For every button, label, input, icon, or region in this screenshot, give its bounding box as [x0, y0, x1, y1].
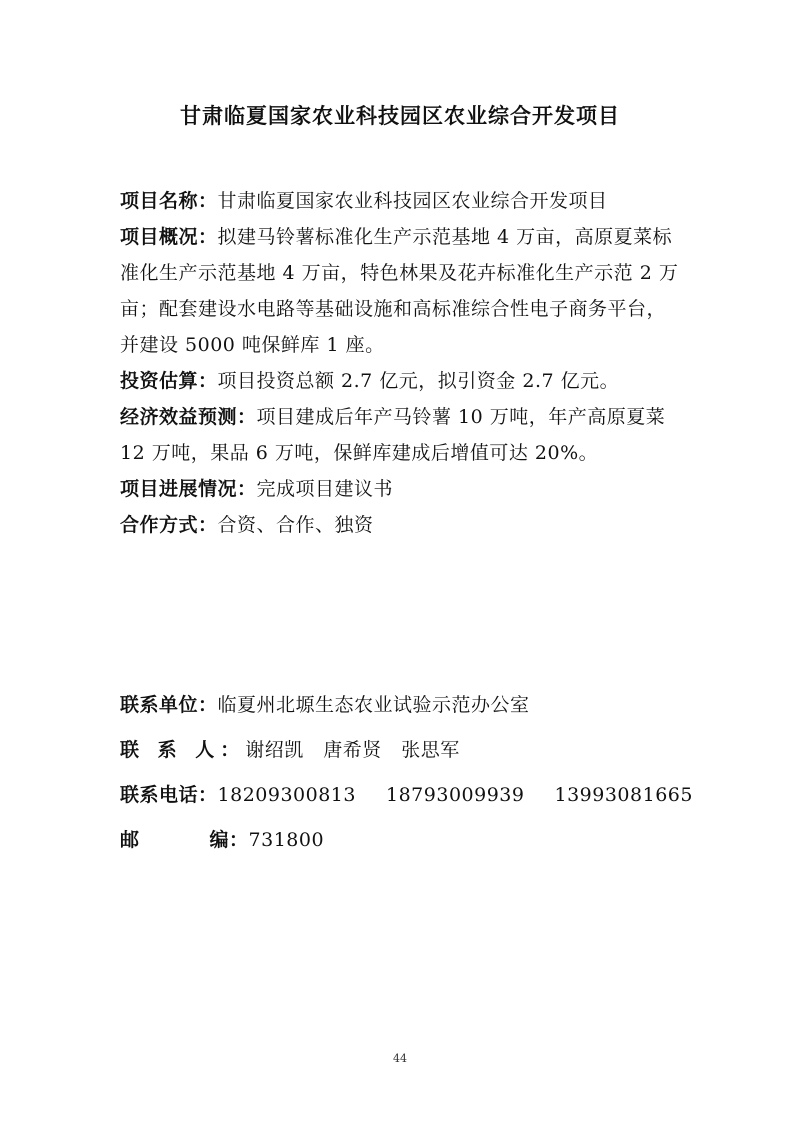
document-title: 甘肃临夏国家农业科技园区农业综合开发项目	[180, 103, 620, 128]
project-overview-value: 拟建马铃薯标准化生产示范基地 4 万亩，高原夏菜标准化生产示范基地 4 万亩，特色林果及花卉标准化生产示范 2 万亩；配套建设水电路等基础设施和高标准综合性电子商务平台，并建设 5000 吨保鲜库 1 座。	[120, 226, 679, 356]
contact-unit-row	[120, 683, 720, 728]
page-number: 44	[393, 1052, 407, 1065]
investment-field	[120, 363, 685, 399]
phone-number: 18209300813	[217, 784, 356, 806]
progress-field	[120, 471, 685, 507]
project-name-field	[120, 183, 685, 219]
contact-unit-value: 临夏州北塬生态农业试验示范办公室	[217, 694, 530, 716]
contact-unit-label: 联系单位：	[120, 694, 218, 716]
postal-label-first: 邮	[120, 829, 140, 851]
contact-person-row	[120, 728, 720, 773]
investment-label: 投资估算：	[120, 370, 218, 392]
benefit-value: 项目建成后年产马铃薯 10 万吨，年产高原夏菜 12 万吨，果品 6 万吨，保鲜库建成后增值可达 20%。	[120, 406, 666, 464]
project-name-label: 项目名称：	[120, 190, 218, 212]
contact-person-value: 谢绍凯 唐希贤 张思军	[245, 739, 460, 761]
phone-number: 13993081665	[554, 784, 693, 806]
investment-value: 项目投资总额 2.7 亿元，拟引资金 2.7 亿元。	[217, 370, 620, 392]
project-name-value: 甘肃临夏国家农业科技园区农业综合开发项目	[217, 190, 608, 212]
project-overview-label: 项目概况：	[120, 226, 218, 248]
postal-code-value: 731800	[248, 829, 325, 851]
progress-value: 完成项目建议书	[256, 478, 394, 500]
contact-person-label: 联 系 人：	[120, 739, 246, 761]
cooperation-value: 合资、合作、独资	[217, 514, 374, 536]
project-overview-field	[120, 219, 685, 363]
cooperation-field	[120, 507, 685, 543]
cooperation-label: 合作方式：	[120, 514, 218, 536]
project-details	[120, 183, 685, 543]
phone-number: 18793009939	[386, 784, 525, 806]
benefit-label: 经济效益预测：	[120, 406, 257, 428]
contact-phone-row	[120, 773, 720, 818]
contact-phone-label: 联系电话：	[120, 784, 218, 806]
postal-code-row	[120, 818, 720, 863]
contact-block	[120, 683, 720, 863]
benefit-field	[120, 399, 685, 471]
progress-label: 项目进展情况：	[120, 478, 257, 500]
postal-label-second: 编：	[209, 829, 249, 851]
